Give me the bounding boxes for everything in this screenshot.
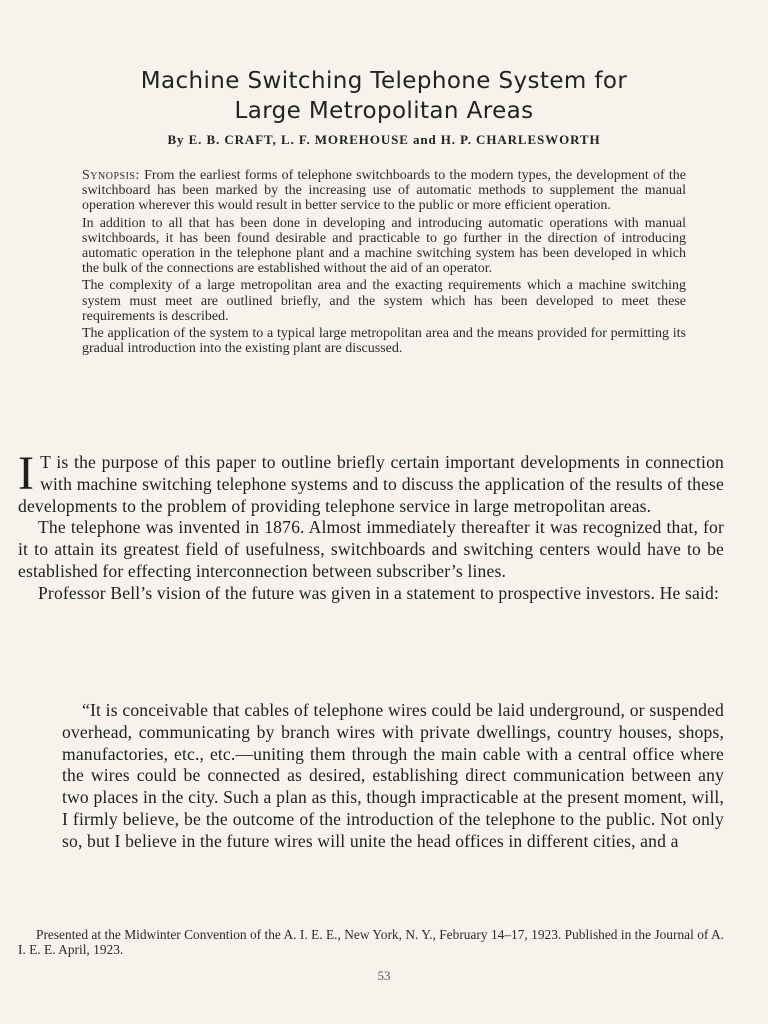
author-byline: By E. B. CRAFT, L. F. MOREHOUSE and H. P. CHARLESWORTH bbox=[167, 132, 601, 147]
synopsis-paragraph-4: The application of the system to a typical large metropolitan area and the means provided for permitting its gradual introduction into the existing plant are discussed. bbox=[82, 326, 686, 357]
drop-cap: I bbox=[18, 447, 35, 500]
synopsis-text-1: From the earliest forms of telephone switchboards to the modern types, the development of the switchboard has been marked by the increasing use of automatic methods to supplement the manual operation wherever this would result in better service to the public or more efficient operation. bbox=[82, 168, 686, 214]
body-paragraph-2: The telephone was invented in 1876. Almost immediately thereafter it was recognized that, for it to attain its greatest field of usefulness, switchboards and switching centers would have to be established for effecting interconnection between subscriber’s lines. bbox=[18, 517, 724, 581]
body-paragraph-3: Professor Bell’s vision of the future was given in a statement to prospective investors. He said: bbox=[38, 582, 720, 603]
quote-text: “It is conceivable that cables of telephone wires could be laid underground, or suspended overhead, communicating by branch wires with private dwellings, country houses, shops, manufactories, etc., etc.—uniting them through the main cable with a central office where the wires could be connected as desired, establishing direct communication between any two places in the city. Such a plan as this, though impracticable at the present moment, will, I firmly believe, be the outcome of the introduction of the telephone to the public. Not only so, but I believe in the future wires will unite the head offices in different cities, and a bbox=[62, 700, 724, 851]
synopsis-paragraph-2: In addition to all that has been done in developing and introducing automatic operations with manual switchboards, it has been found desirable and practicable to go further in the direction of introducing automatic operation in the telephone plant and a machine switching system has been developed in which the bulk of the connections are established without the aid of an operator. bbox=[82, 215, 686, 277]
footnote bbox=[18, 928, 724, 957]
body-paragraph-1 bbox=[18, 447, 724, 517]
block-quote bbox=[62, 700, 724, 853]
title-line-2: Large Metropolitan Areas bbox=[234, 98, 534, 124]
synopsis-label: Synopsis: bbox=[82, 168, 140, 183]
article-title bbox=[0, 66, 768, 126]
title-line-1: Machine Switching Telephone System for bbox=[140, 68, 628, 94]
page-number: 53 bbox=[377, 968, 391, 983]
body-text bbox=[18, 447, 724, 605]
footnote-text: Presented at the Midwinter Convention of the A. I. E. E., New York, N. Y., February 14–17, 1923. Published in the Journal of A. I. E. E. April, 1923. bbox=[18, 927, 724, 957]
synopsis-block bbox=[82, 168, 686, 358]
body-paragraph-1-text: T is the purpose of this paper to outline briefly certain important developments in connection with machine switching telephone systems and to discuss the application of the results of these developments to the problem of providing telephone service in large metropolitan areas. bbox=[18, 452, 724, 516]
synopsis-paragraph-1 bbox=[82, 168, 686, 214]
synopsis-paragraph-3: The complexity of a large metropolitan area and the exacting requirements which a machine switching system must meet are outlined briefly, and the system which has been developed to meet these requirements is described. bbox=[82, 278, 686, 324]
